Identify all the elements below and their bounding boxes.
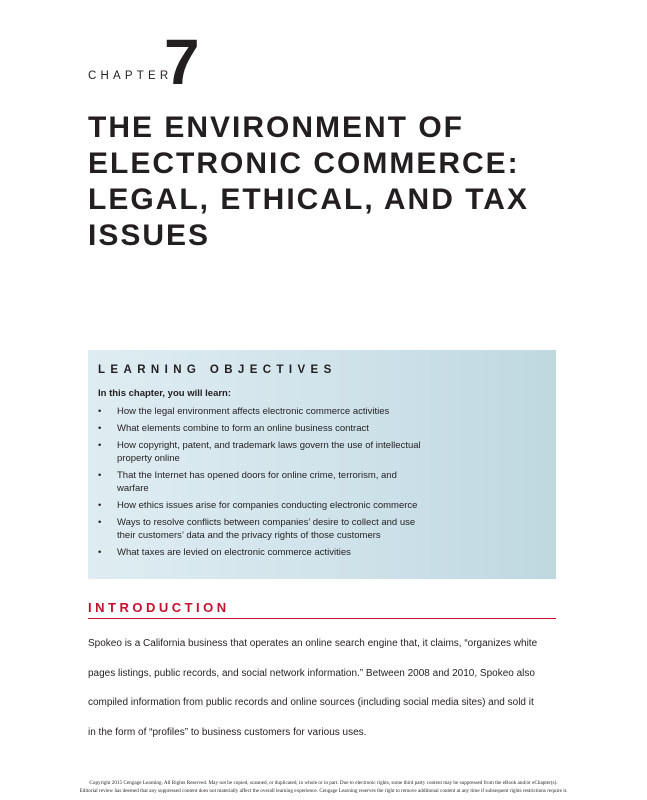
learning-objective-text: How copyright, patent, and trademark laws govern the use of intellectual bbox=[117, 440, 421, 451]
chapter-title-line: ISSUES bbox=[88, 219, 211, 252]
introduction-heading: INTRODUCTION bbox=[88, 600, 230, 615]
learning-objective-text: What elements combine to form an online business contract bbox=[117, 423, 369, 434]
learning-objective-text: warfare bbox=[117, 483, 149, 494]
learning-objective-text: property online bbox=[117, 453, 180, 464]
chapter-number: 7 bbox=[164, 26, 198, 98]
copyright-line: Editorial review has deemed that any suppressed content does not materially affect the overall learning experience. Cengage Learning reserves the right to remove additional content at any time if subsequent rights restrictions require it. bbox=[79, 788, 568, 794]
learning-objectives-list bbox=[98, 405, 538, 563]
learning-objective-text: What taxes are levied on electronic commerce activities bbox=[117, 547, 351, 558]
chapter-title-line: THE ENVIRONMENT OF bbox=[88, 111, 465, 144]
paragraph-line: pages listings, public records, and social network information.” Between 2008 and 2010, Spokeo also bbox=[88, 667, 535, 679]
learning-objective-text: Ways to resolve conflicts between companies’ desire to collect and use bbox=[117, 517, 416, 528]
paragraph-line: compiled information from public records and online sources (including social media sites) and sold it bbox=[88, 697, 534, 708]
learning-objective-item bbox=[98, 439, 538, 465]
copyright-footer bbox=[0, 779, 647, 795]
bullet-icon: • bbox=[98, 440, 102, 451]
learning-objective-item bbox=[98, 469, 538, 495]
bullet-icon: • bbox=[98, 406, 102, 417]
learning-objective-text: How the legal environment affects electronic commerce activities bbox=[117, 406, 390, 417]
chapter-title-line: LEGAL, ETHICAL, AND TAX bbox=[88, 183, 529, 216]
bullet-icon: • bbox=[98, 470, 102, 481]
learning-objectives-heading: LEARNING OBJECTIVES bbox=[98, 364, 337, 376]
chapter-label: CHAPTER bbox=[88, 70, 173, 82]
copyright-line: Copyright 2015 Cengage Learning. All Rights Reserved. May not be copied, scanned, or duplicated, in whole or in part. Due to electronic rights, some third party content may be suppressed from the eBook and/or eChapter(s). bbox=[89, 780, 558, 786]
paragraph-line: in the form of “profiles” to business customers for various uses. bbox=[88, 726, 367, 738]
introduction-rule bbox=[88, 618, 556, 619]
learning-objective-text: How ethics issues arise for companies conducting electronic commerce bbox=[117, 500, 418, 511]
learning-objective-text: their customers’ data and the privacy rights of those customers bbox=[117, 530, 381, 541]
introduction-paragraph bbox=[88, 629, 558, 747]
learning-objective-item bbox=[98, 405, 538, 418]
chapter-title-line: ELECTRONIC COMMERCE: bbox=[88, 147, 520, 180]
bullet-icon: • bbox=[98, 423, 102, 434]
bullet-icon: • bbox=[98, 517, 102, 528]
learning-objective-item bbox=[98, 422, 538, 435]
bullet-icon: • bbox=[98, 500, 102, 511]
learning-objectives-box bbox=[88, 350, 556, 579]
learning-objective-item bbox=[98, 546, 538, 559]
bullet-icon: • bbox=[98, 547, 102, 558]
chapter-title bbox=[88, 110, 568, 254]
paragraph-line: Spokeo is a California business that operates an online search engine that, it claims, “organizes white bbox=[88, 638, 538, 649]
learning-objective-text: That the Internet has opened doors for online crime, terrorism, and bbox=[117, 470, 397, 481]
learning-objective-item bbox=[98, 499, 538, 512]
learning-objective-item bbox=[98, 516, 538, 542]
learning-objectives-intro: In this chapter, you will learn: bbox=[98, 388, 232, 399]
